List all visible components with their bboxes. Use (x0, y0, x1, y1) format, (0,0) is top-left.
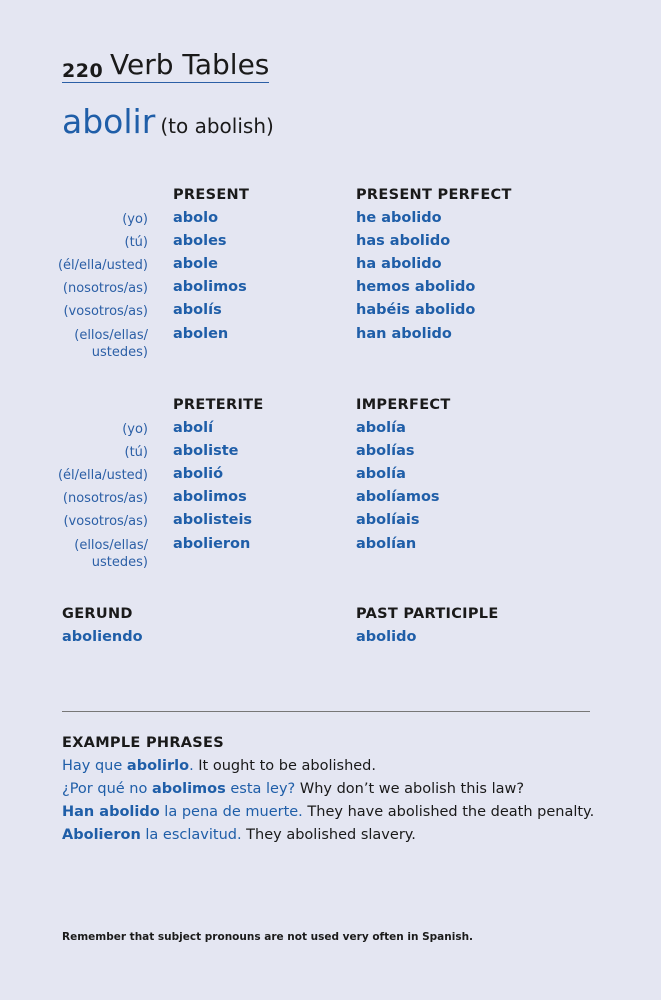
present-perfect-heading: PRESENT PERFECT (356, 187, 512, 203)
present-heading: PRESENT (173, 187, 250, 203)
preterite-form-el: abolió (173, 466, 224, 482)
pronoun-el: (él/ella/usted) (57, 468, 148, 483)
phrase-spanish: ¿Por qué no (62, 781, 152, 797)
past-participle-form: abolido (356, 629, 417, 645)
pronoun-vosotros: (vosotros/as) (63, 304, 148, 319)
imperfect-form-yo: abolía (356, 420, 406, 436)
example-phrase (62, 804, 594, 820)
pronoun-tu: (tú) (124, 445, 148, 460)
present-form-el: abole (173, 256, 218, 272)
present-perfect-form-nosotros: hemos abolido (356, 279, 476, 295)
present-form-vosotros: abolís (173, 302, 222, 318)
phrase-english: They abolished slavery. (241, 827, 416, 843)
phrase-spanish: esta ley? (225, 781, 296, 797)
gerund-form: aboliendo (62, 629, 143, 645)
present-form-ellos: abolen (173, 326, 229, 342)
footnote: Remember that subject pronouns are not used very often in Spanish. (62, 931, 474, 943)
example-phrases-heading: EXAMPLE PHRASES (62, 735, 224, 751)
phrase-verb: Han abolido (62, 804, 160, 820)
phrase-verb: Abolieron (62, 827, 141, 843)
pronoun-vosotros: (vosotros/as) (63, 514, 148, 529)
present-form-tu: aboles (173, 233, 227, 249)
phrase-english: Why don’t we abolish this law? (295, 781, 525, 797)
phrase-spanish: la esclavitud. (140, 827, 242, 843)
imperfect-form-el: abolía (356, 466, 406, 482)
pronoun-nosotros: (nosotros/as) (62, 281, 148, 296)
phrase-verb: abolimos (151, 781, 226, 797)
pronoun-yo: (yo) (122, 212, 148, 227)
past-participle-heading: PAST PARTICIPLE (356, 606, 499, 622)
imperfect-form-vosotros: abolíais (356, 512, 420, 528)
pronoun-ustedes: ustedes) (91, 555, 148, 570)
pronoun-ellos: (ellos/ellas/ (74, 538, 148, 553)
page-number: 220 (62, 60, 104, 82)
present-perfect-form-el: ha abolido (356, 256, 442, 272)
present-perfect-form-tu: has abolido (356, 233, 451, 249)
verb-infinitive: abolir (62, 102, 156, 141)
present-perfect-form-yo: he abolido (356, 210, 442, 226)
example-phrase (62, 827, 416, 843)
pronoun-nosotros: (nosotros/as) (62, 491, 148, 506)
preterite-form-ellos: abolieron (173, 536, 251, 552)
imperfect-form-ellos: abolían (356, 536, 417, 552)
example-phrase (62, 781, 524, 797)
pronoun-ustedes: ustedes) (91, 345, 148, 360)
pronoun-tu: (tú) (124, 235, 148, 250)
present-form-yo: abolo (173, 210, 219, 226)
phrase-english: It ought to be abolished. (193, 758, 376, 774)
imperfect-form-nosotros: abolíamos (356, 489, 440, 505)
phrase-verb: abolirlo (126, 758, 190, 774)
example-phrase (62, 758, 376, 774)
section-title: Verb Tables (110, 48, 270, 81)
present-perfect-form-ellos: han abolido (356, 326, 452, 342)
phrase-spanish: . (189, 758, 194, 774)
verb-translation: (to abolish) (160, 114, 274, 138)
imperfect-form-tu: abolías (356, 443, 415, 459)
preterite-form-yo: abolí (173, 420, 214, 436)
preterite-form-nosotros: abolimos (173, 489, 247, 505)
imperfect-heading: IMPERFECT (356, 397, 451, 413)
pronoun-yo: (yo) (122, 422, 148, 437)
phrase-spanish: la pena de muerte. (159, 804, 303, 820)
page-header (62, 44, 269, 83)
pronoun-el: (él/ella/usted) (57, 258, 148, 273)
verb-heading (62, 102, 274, 141)
present-form-nosotros: abolimos (173, 279, 247, 295)
pronoun-ellos: (ellos/ellas/ (74, 328, 148, 343)
preterite-heading: PRETERITE (173, 397, 264, 413)
gerund-heading: GERUND (62, 606, 133, 622)
phrase-english: They have abolished the death penalty. (302, 804, 595, 820)
preterite-form-vosotros: abolisteis (173, 512, 253, 528)
section-divider (62, 711, 590, 712)
phrase-spanish: Hay que (62, 758, 127, 774)
preterite-form-tu: aboliste (173, 443, 239, 459)
present-perfect-form-vosotros: habéis abolido (356, 302, 476, 318)
